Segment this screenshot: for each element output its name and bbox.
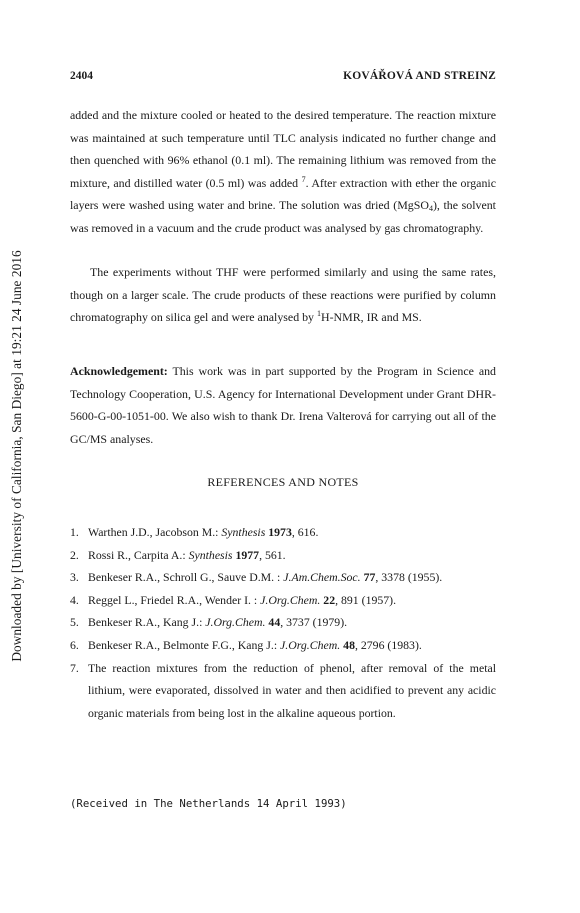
reference-pages: , 3737 (1979). <box>280 615 348 630</box>
note-reference: 7 <box>301 174 306 184</box>
note-text: The reaction mixtures from the reduction of phenol, after removal of the metal lithium, were evaporated, dissolved in water and then acidified to prevent any acidic organic materials from being lost in the alkaline aqueous portion. <box>88 660 496 720</box>
paragraph1-text-a: added and the mixture cooled or heated to the desired temperature. The reaction mixture was maintained at such temperature until TLC analysis indicated no further change and then quenched with 96% ethanol (0.1 ml). The remaining lithium was removed from the mixture, and distilled water (0.5 ml) was added <box>70 108 496 190</box>
reference-pages: , 616. <box>291 525 319 539</box>
nmr-superscript: 1 <box>316 309 321 319</box>
reference-journal: J.Org.Chem. <box>280 637 341 652</box>
reference-item <box>70 566 496 589</box>
acknowledgement-label: Acknowledgement: <box>70 364 168 378</box>
reference-authors: Rossi R., Carpita A.: <box>88 547 189 562</box>
reference-pages: , 3378 (1955). <box>375 570 443 585</box>
paragraph-procedure <box>70 104 496 240</box>
acknowledgement-text: This work was in part supported by the Program in Science and Technology Cooperation, U.S. Agency for International Development under Grant DHR-5600-G-00-1051-00. We also wish to thank Dr. Irena Valterová for carrying out all of the GC/MS analyses. <box>70 364 496 446</box>
paragraph2-text: The experiments without THF were performed similarly and using the same rates, though on a larger scale. The crude products of these reactions were purified by column chromatography on silica gel and were analysed by <box>70 265 496 325</box>
paragraph-experiments <box>70 261 496 329</box>
paragraph1-text-c: ), the solvent was removed in a vacuum and the crude product was analysed by gas chromatography. <box>70 198 496 235</box>
reference-number: 3. <box>70 570 79 585</box>
reference-volume: 48 <box>340 637 355 652</box>
references-list <box>70 521 496 724</box>
download-note: Downloaded by [University of California, San Diego] at 19:21 24 June 2016 <box>9 250 24 662</box>
references-heading: REFERENCES AND NOTES <box>207 475 359 489</box>
download-watermark <box>0 0 30 913</box>
reference-journal: Synthesis <box>221 525 266 539</box>
reference-item <box>70 544 496 567</box>
page-number: 2404 <box>70 70 93 82</box>
reference-authors: Benkeser R.A., Kang J.: <box>88 615 206 630</box>
reference-number: 4. <box>70 592 79 607</box>
reference-item <box>70 521 496 544</box>
reference-journal: J.Am.Chem.Soc. <box>283 570 361 585</box>
reference-volume: 44 <box>265 615 281 630</box>
reference-item <box>70 589 496 612</box>
reference-volume: 1977 <box>232 547 260 562</box>
reference-number: 2. <box>70 547 79 562</box>
reference-pages: , 891 (1957). <box>335 592 397 607</box>
reference-volume: 22 <box>320 592 336 607</box>
reference-authors: Reggel L., Friedel R.A., Wender I. : <box>88 592 261 607</box>
reference-number: 5. <box>70 615 79 630</box>
reference-item <box>70 611 496 634</box>
acknowledgement <box>70 360 496 450</box>
reference-journal: J.Org.Chem. <box>205 615 266 630</box>
reference-pages: , 2796 (1983). <box>354 637 422 652</box>
paragraph1-text-b: . After extraction with ether the organic layers were washed using water and brine. The solution was dried (MgSO <box>70 175 496 213</box>
paragraph2-text-end: H-NMR, IR and MS. <box>320 310 422 325</box>
reference-journal: Synthesis <box>188 547 233 562</box>
reference-item <box>70 634 496 657</box>
subscript: 4 <box>428 204 433 214</box>
reference-authors: Warthen J.D., Jacobson M.: <box>88 525 222 539</box>
reference-note <box>70 657 496 725</box>
reference-authors: Benkeser R.A., Belmonte F.G., Kang J.: <box>88 637 281 652</box>
reference-number: 7. <box>70 660 79 675</box>
reference-number: 6. <box>70 637 79 652</box>
reference-pages: , 561. <box>259 547 286 562</box>
reference-number: 1. <box>70 525 79 539</box>
running-head-authors: KOVÁŘOVÁ AND STREINZ <box>343 70 496 82</box>
reference-volume: 1973 <box>265 525 292 539</box>
reference-journal: J.Org.Chem. <box>260 592 321 607</box>
received-date: (Received in The Netherlands 14 April 1993) <box>70 797 347 810</box>
reference-volume: 77 <box>360 570 376 585</box>
page-header <box>70 70 496 82</box>
reference-authors: Benkeser R.A., Schroll G., Sauve D.M. : <box>88 570 284 585</box>
